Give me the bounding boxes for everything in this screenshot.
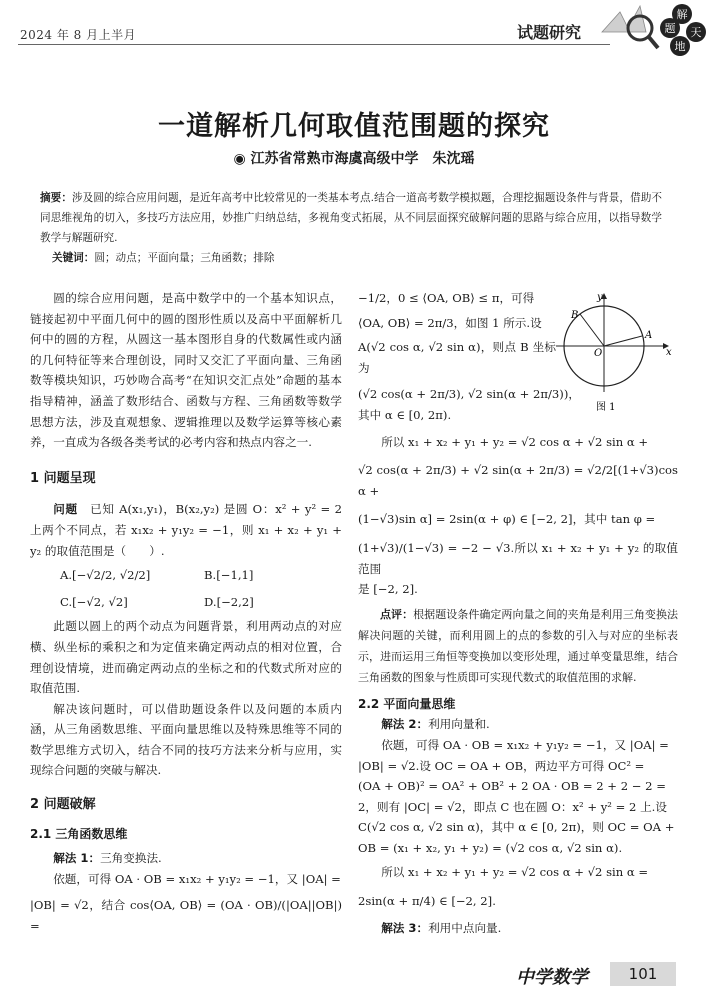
- origin-label: O: [594, 348, 603, 359]
- section-1-heading: 1 问题呈现: [30, 470, 96, 486]
- author-line: ◉ 江苏省常熟市海虞高级中学 朱沈瑶: [233, 151, 475, 167]
- right-line-6: 所以 x₁ + x₂ + y₁ + y₂ = √2 cos α + √2 sin α +: [381, 434, 649, 449]
- comment-paragraph: [358, 604, 678, 688]
- solution-2-label: 解法 2：: [381, 717, 429, 732]
- section-2-2-heading: 2.2 平面向量思维: [358, 696, 456, 711]
- keywords: [52, 250, 274, 265]
- keywords-label: 关键词：: [52, 252, 95, 264]
- comment-text: 根据题设条件确定两向量之间的夹角是利用三角变换法解决问题的关键，而利用圆上的点的参数的引入与对应的坐标表示，进而运用三角恒等变换加以变形处理，通过单变量思维，结合三角函数的图象与性质即可实现代数式的取值范围的求解.: [358, 607, 679, 684]
- option-a: A.[−√2/2, √2/2]: [60, 568, 151, 583]
- logo-char-4: 地: [674, 40, 686, 53]
- options-row-1: [60, 565, 342, 586]
- right-line-1: −1/2，0 ≤ ⟨OA, OB⟩ ≤ π，可得: [358, 291, 535, 305]
- column-logo-icon: [600, 2, 708, 60]
- option-d: D.[−2,2]: [204, 594, 254, 609]
- abstract-label: 摘要：: [40, 192, 72, 204]
- option-c: C.[−√2, √2]: [60, 594, 128, 609]
- solution-3-title: 利用中点向量.: [428, 920, 502, 935]
- header-rule: [18, 44, 610, 45]
- solution-2-title: 利用向量和.: [428, 717, 490, 732]
- problem-text: 已知 A(x₁,y₁)，B(x₂,y₂) 是圆 O：x² + y² = 2 上两个不同点，若 x₁x₂ + y₁y₂ = −1，则 x₁ + x₂ + y₁ + y₂ 的取值范围是（ ）.: [30, 502, 342, 558]
- solution-1-label: 解法 1：: [53, 851, 101, 866]
- problem-paragraph: [30, 499, 342, 561]
- solution-2-heading: [358, 714, 678, 735]
- solution-2-line-5: C(√2 cos α, √2 sin α)，其中 α ∈ [0, 2π)，则 OC = OA +: [358, 820, 675, 835]
- options-row-2: [60, 592, 342, 613]
- axis-label-x: x: [666, 347, 672, 358]
- abstract-text: 涉及圆的综合应用问题，是近年高考中比较常见的一类基本考点.结合一道高考数学模拟题，合理挖掘题设条件与背景，借助不同思维视角的切入，多技巧方法应用，妙推广归纳总结，多视角变式拓展，从不同层面探究破解问题的思路与综合应用，以指导数学教学与解题研究.: [40, 192, 662, 244]
- solution-2-line-6: OB = (x₁ + x₂, y₁ + y₂) = (√2 cos α, √2 sin α).: [358, 840, 623, 855]
- section-2-heading: 2 问题破解: [30, 797, 96, 813]
- logo-char-2: 题: [664, 22, 676, 35]
- solution-2-line-1: 依题，可得 OA · OB = x₁x₂ + y₁y₂ = −1，又 |OA| =: [381, 737, 669, 752]
- comment-label: 点评：: [380, 607, 414, 621]
- right-line-5: 其中 α ∈ [0, 2π).: [358, 407, 452, 422]
- abstract: [40, 188, 662, 248]
- figure-caption: 图 1: [596, 402, 616, 413]
- column-name: 试题研究: [517, 23, 582, 42]
- logo-char-3: 天: [690, 26, 702, 39]
- point-label-b: B: [571, 310, 579, 321]
- solution-1-line-1: 依题，可得 OA · OB = x₁x₂ + y₁y₂ = −1，又 |OA| =: [53, 871, 341, 886]
- option-b: B.[−1,1]: [204, 568, 254, 583]
- solution-3-label: 解法 3：: [381, 920, 429, 935]
- right-line-3: A(√2 cos α, √2 sin α)，则点 B 坐标为: [358, 340, 556, 375]
- solution-3-heading: [358, 918, 678, 939]
- solution-2-line-2: |OB| = √2.设 OC = OA + OB，两边平方可得 OC² =: [358, 758, 645, 773]
- logo-char-1: 解: [676, 8, 688, 21]
- right-column-text-beside-figure: [358, 288, 556, 378]
- solution-1-heading: [30, 848, 342, 869]
- solution-2-line-3: (OA + OB)² = OA² + OB² + 2 OA · OB = 2 + 2 − 2 =: [358, 779, 666, 794]
- point-label-a: A: [645, 330, 653, 341]
- solution-2-line-8: 2sin(α + π/4) ∈ [−2, 2].: [358, 894, 496, 909]
- section-2-1-heading: 2.1 三角函数思维: [30, 826, 128, 841]
- solution-2-line-4: 2，则有 |OC| = √2，即点 C 也在圆 O：x² + y² = 2 上.设: [358, 799, 667, 814]
- approach-paragraph: 解决该问题时，可以借助题设条件以及问题的本质内涵，从三角函数思维、平面向量思维以及特殊思维等不同的数学思维方式切入，结合不同的技巧方法来分析与应用，实现综合问题的突破与解决.: [30, 701, 342, 778]
- left-column: [30, 288, 342, 937]
- right-line-2: ⟨OA, OB⟩ = 2π/3，如图 1 所示.设: [358, 315, 542, 330]
- right-line-10: 是 [−2, 2].: [358, 582, 418, 597]
- intro-paragraph: 圆的综合应用问题，是高中数学中的一个基本知识点，链接起初中平面几何中的圆的图形性质以及高中平面解析几何中的圆的方程，从圆这一基本图形自身的代数属性或内涵的几何特征等来合理创设，同时又交汇了平面向量、三角函数等模块知识，巧妙吻合高考“在知识交汇点处”命题的基本指导精神，涵盖了数形结合、函数与方程、三角函数等数学思想方法，涉及直观想象、逻辑推理以及数学运算等核心素养，一直成为各级各类考试的必考内容和热点内容之一.: [30, 291, 342, 450]
- problem-label: 问题: [53, 502, 78, 517]
- article-title: 一道解析几何取值范围题的探究: [158, 111, 550, 142]
- right-line-7: √2 cos(α + 2π/3) + √2 sin(α + 2π/3) = √2/2[(1+√3)cos α +: [358, 463, 678, 498]
- right-column: [358, 288, 678, 938]
- magazine-name: 中学数学: [516, 967, 588, 988]
- analysis-paragraph: 此题以圆上的两个动点为问题背景，利用两动点的对应横、纵坐标的乘积之和为定值来确定两动点的相对位置，合理创设情境，进而确定两动点的坐标之和的代数式所对应的取值范围.: [30, 619, 342, 696]
- solution-2-line-7: 所以 x₁ + x₂ + y₁ + y₂ = √2 cos α + √2 sin α =: [381, 865, 649, 880]
- solution-1-line-2: |OB| = √2，结合 cos⟨OA, OB⟩ = (OA · OB)/(|OA||OB|) =: [30, 898, 342, 934]
- page-number: 101: [610, 962, 676, 986]
- solution-1-title: 三角变换法.: [100, 851, 162, 866]
- issue-date: 2024 年 8 月上半月: [20, 28, 137, 42]
- axis-label-y: y: [597, 292, 603, 303]
- right-line-8: (1−√3)sin α] = 2sin(α + φ) ∈ [−2, 2]，其中 tan φ =: [358, 512, 656, 527]
- right-line-4: (√2 cos(α + 2π/3), √2 sin(α + 2π/3))，: [358, 387, 580, 402]
- right-line-9: (1+√3)/(1−√3) = −2 − √3.所以 x₁ + x₂ + y₁ + y₂ 的取值范围: [358, 540, 678, 576]
- keywords-text: 圆；动点；平面向量；三角函数；排除: [94, 252, 275, 264]
